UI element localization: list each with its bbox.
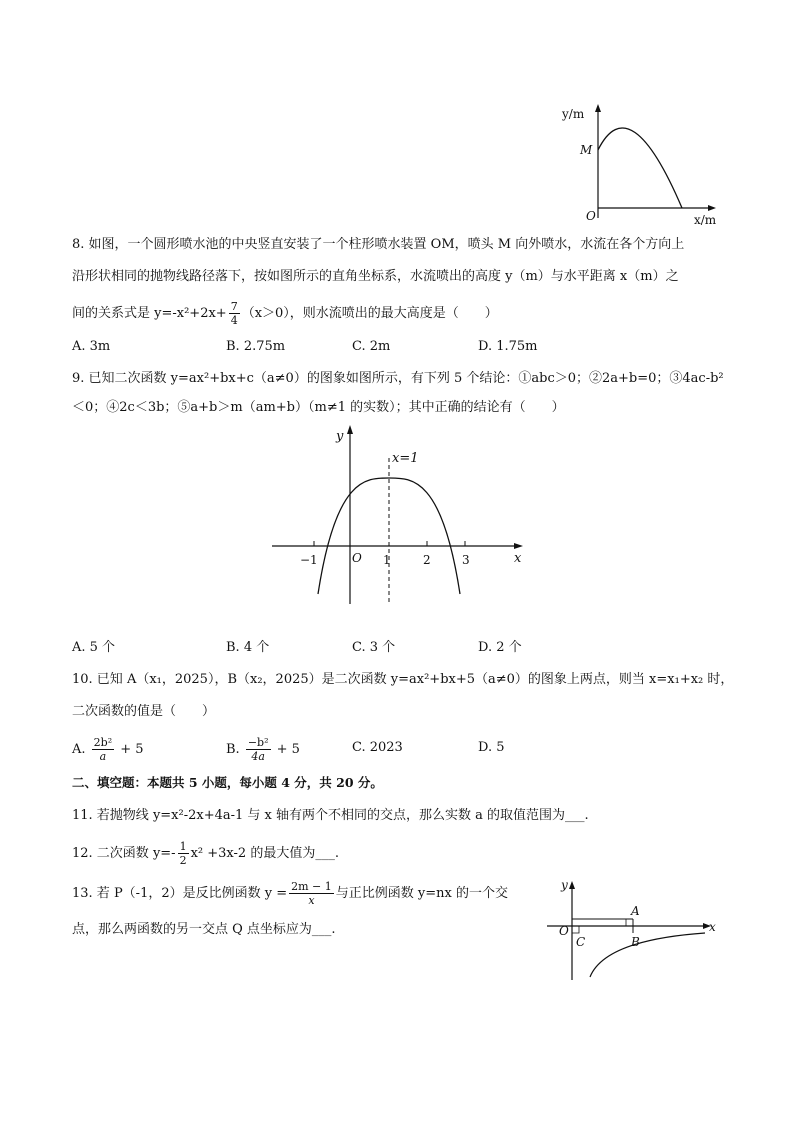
q10-option-a-tail: + 5 [120,742,144,757]
q8-fraction [229,300,240,327]
q8-option-d: D. 1.75m [478,339,538,354]
q13-figure [545,875,725,985]
q10-option-b-tail: + 5 [276,742,300,757]
fig9-x-label: x [514,551,522,566]
q13-line2: 点，那么两函数的另一交点 Q 点坐标应为___. [72,922,336,937]
fig9-tick-3: 3 [462,553,470,567]
q9-option-a: A. 5 个 [72,640,116,655]
q8-line3-post: （x＞0），则水流喷出的最大高度是（ ） [241,306,498,321]
fig9-tick-2: 2 [423,553,431,567]
fig8-m-label: M [580,143,593,157]
q8-line1: 8. 如图，一个圆形喷水池的中央竖直安装了一个柱形喷水装置 OM，喷头 M 向外喷水，水流在各个方向上 [72,237,685,252]
q12-frac-num: 1 [179,840,187,853]
q9-option-b: B. 4 个 [226,640,270,655]
fig13-a-label: A [631,904,640,918]
q13-fraction [289,880,334,907]
fig13-y-label: y [561,878,568,892]
q8-option-c: C. 2m [352,339,391,354]
q8-option-b: B. 2.75m [226,339,286,354]
q10-line1: 10. 已知 A（x₁，2025），B（x₂，2025）是二次函数 y=ax²+bx+5（a≠0）的图象上两点，则当 x=x₁+x₂ 时， [72,672,734,687]
q8-line3-pre: 间的关系式是 y=-x²+2x+ [72,306,227,321]
q9-figure [266,422,536,612]
q10-option-c: C. 2023 [352,740,403,755]
q10-option-b-label: B. [226,742,240,757]
q13-line1-pre: 13. 若 P（-1，2）是反比例函数 y = [72,886,288,901]
section-fill-in-blank-heading: 二、填空题：本题共 5 小题，每小题 4 分，共 20 分。 [72,775,383,790]
fig9-y-label: y [336,429,344,444]
q12-pre: 12. 二次函数 y=- [72,846,176,861]
fig9-origin-label: O [352,551,362,565]
fig9-tick-neg1: −1 [300,553,318,567]
fig9-axis-line-label: x=1 [392,451,419,466]
q12-post: x² +3x-2 的最大值为___. [190,846,339,861]
q10-option-d: D. 5 [478,740,505,755]
q10-line2: 二次函数的值是（ ） [72,704,216,719]
q8-frac-num: 7 [230,300,238,313]
q13-line1-post: 与正比例函数 y=nx 的一个交 [335,886,508,901]
q13-frac-den: x [308,894,315,907]
q10-option-a-fraction [92,736,114,763]
q10-option-a [72,736,144,763]
q10-option-b [226,736,300,763]
q11-text: 11. 若抛物线 y=x²-2x+4a-1 与 x 轴有两个不相同的交点，那么实数 a 的取值范围为___. [72,808,589,823]
q9-line2: ＜0；④2c＜3b；⑤a+b＞m（am+b）（m≠1 的实数）；其中正确的结论有（ ） [72,400,565,415]
q12-frac-den: 2 [179,854,187,867]
q10-option-b-fraction [246,736,271,763]
q12-text [72,840,339,867]
fig8-x-label: x/m [694,213,717,227]
fig8-y-label: y/m [562,107,585,121]
fig9-tick-1: 1 [383,553,391,567]
q13-line1 [72,880,508,907]
fig13-b-label: B [631,935,640,949]
q8-frac-den: 4 [230,314,238,327]
q9-option-c: C. 3 个 [352,640,396,655]
q10-option-a-den: a [99,750,107,763]
q9-line1: 9. 已知二次函数 y=ax²+bx+c（a≠0）的图象如图所示，有下列 5 个结论：①abc＞0；②2a+b=0；③4ac-b² [72,371,724,386]
q8-line3 [72,300,498,327]
q8-option-a: A. 3m [72,339,111,354]
q9-option-d: D. 2 个 [478,640,522,655]
q8-figure [560,98,730,228]
q10-option-b-num: −b² [247,736,269,749]
q8-line2: 沿形状相同的抛物线路径落下，按如图所示的直角坐标系，水流喷出的高度 y（m）与水平距离 x（m）之 [72,269,679,284]
q12-fraction [178,840,189,867]
q10-option-b-den: 4a [251,750,265,763]
q10-option-a-label: A. [72,742,86,757]
fig13-x-label: x [709,920,716,934]
fig13-origin-label: O [559,924,569,938]
fig8-origin-label: O [586,209,596,223]
fig13-c-label: C [576,935,586,949]
q10-option-a-num: 2b² [93,736,113,749]
q13-frac-num: 2m − 1 [291,880,332,893]
